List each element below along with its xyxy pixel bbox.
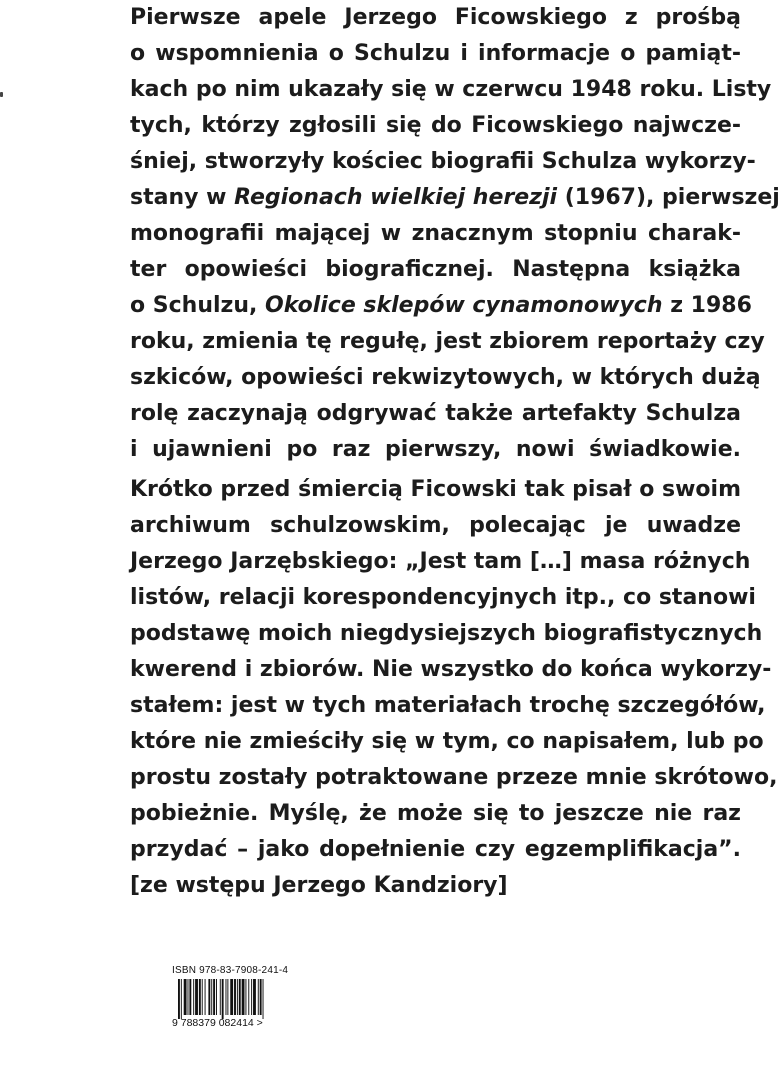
text-line: śniej, stworzyły kościec biografii Schulza wykorzy-: [130, 149, 756, 174]
text-line: prostu zostały potraktowane przeze mnie skrótowo,: [130, 765, 778, 790]
isbn-barcode-block: [172, 964, 304, 1044]
text-line: ter opowieści biograficznej. Następna książka: [130, 257, 741, 282]
text-line: kwerend i zbiorów. Nie wszystko do końca wykorzy-: [130, 657, 772, 682]
text-line: rolę zaczynają odgrywać także artefakty Schulza: [130, 401, 741, 426]
text-line: roku, zmienia tę regułę, jest zbiorem reportaży czy: [130, 329, 765, 354]
text-line: archiwum schulzowskim, polecając je uwadze: [130, 513, 741, 538]
text-line: o wspomnienia o Schulzu i informacje o pamiąt-: [130, 41, 741, 66]
text-segment: o Schulzu,: [130, 293, 258, 318]
attribution: [ze wstępu Jerzego Kandziory]: [130, 873, 508, 898]
text-line: i ujawnieni po raz pierwszy, nowi świadkowie.: [130, 437, 741, 462]
text-line: które nie zmieściły się w tym, co napisałem, lub po: [130, 729, 764, 754]
text-line: Jerzego Jarzębskiego: „Jest tam […] masa różnych: [130, 549, 751, 574]
text-line: pobieżnie. Myślę, że może się to jeszcze nie raz: [130, 801, 741, 826]
isbn-label: ISBN 978-83-7908-241-4: [172, 965, 289, 976]
book-title-regionach: Regionach wielkiej herezji: [234, 185, 558, 210]
text-segment: z 1986: [670, 293, 752, 318]
text-line: Pierwsze apele Jerzego Ficowskiego z prośbą: [130, 5, 741, 30]
text-line: monografii mającej w znacznym stopniu charak-: [130, 221, 741, 246]
text-line: przydać – jako dopełnienie czy egzemplifikacja”.: [130, 837, 741, 862]
text-line: Krótko przed śmiercią Ficowski tak pisał o swoim: [130, 477, 741, 502]
stray-ink-mark: [0, 92, 3, 97]
barcode-digits: 9 788379 082414 >: [172, 1017, 263, 1029]
text-line: podstawę moich niegdysiejszych biografistycznych: [130, 621, 763, 646]
text-segment: stany w: [130, 185, 227, 210]
text-line: tych, którzy zgłosili się do Ficowskiego najwcze-: [130, 113, 741, 138]
text-line: stałem: jest w tych materiałach trochę szczegółów,: [130, 693, 766, 718]
text-segment: (1967), pierwszej: [564, 185, 780, 210]
text-line: szkiców, opowieści rekwizytowych, w których dużą: [130, 365, 761, 390]
text-line-with-title: [130, 288, 752, 324]
book-title-okolice: Okolice sklepów cynamonowych: [265, 293, 663, 318]
text-line: kach po nim ukazały się w czerwcu 1948 roku. Listy: [130, 77, 772, 102]
text-line: listów, relacji korespondencyjnych itp., co stanowi: [130, 585, 756, 610]
text-line-with-title: [130, 180, 780, 216]
